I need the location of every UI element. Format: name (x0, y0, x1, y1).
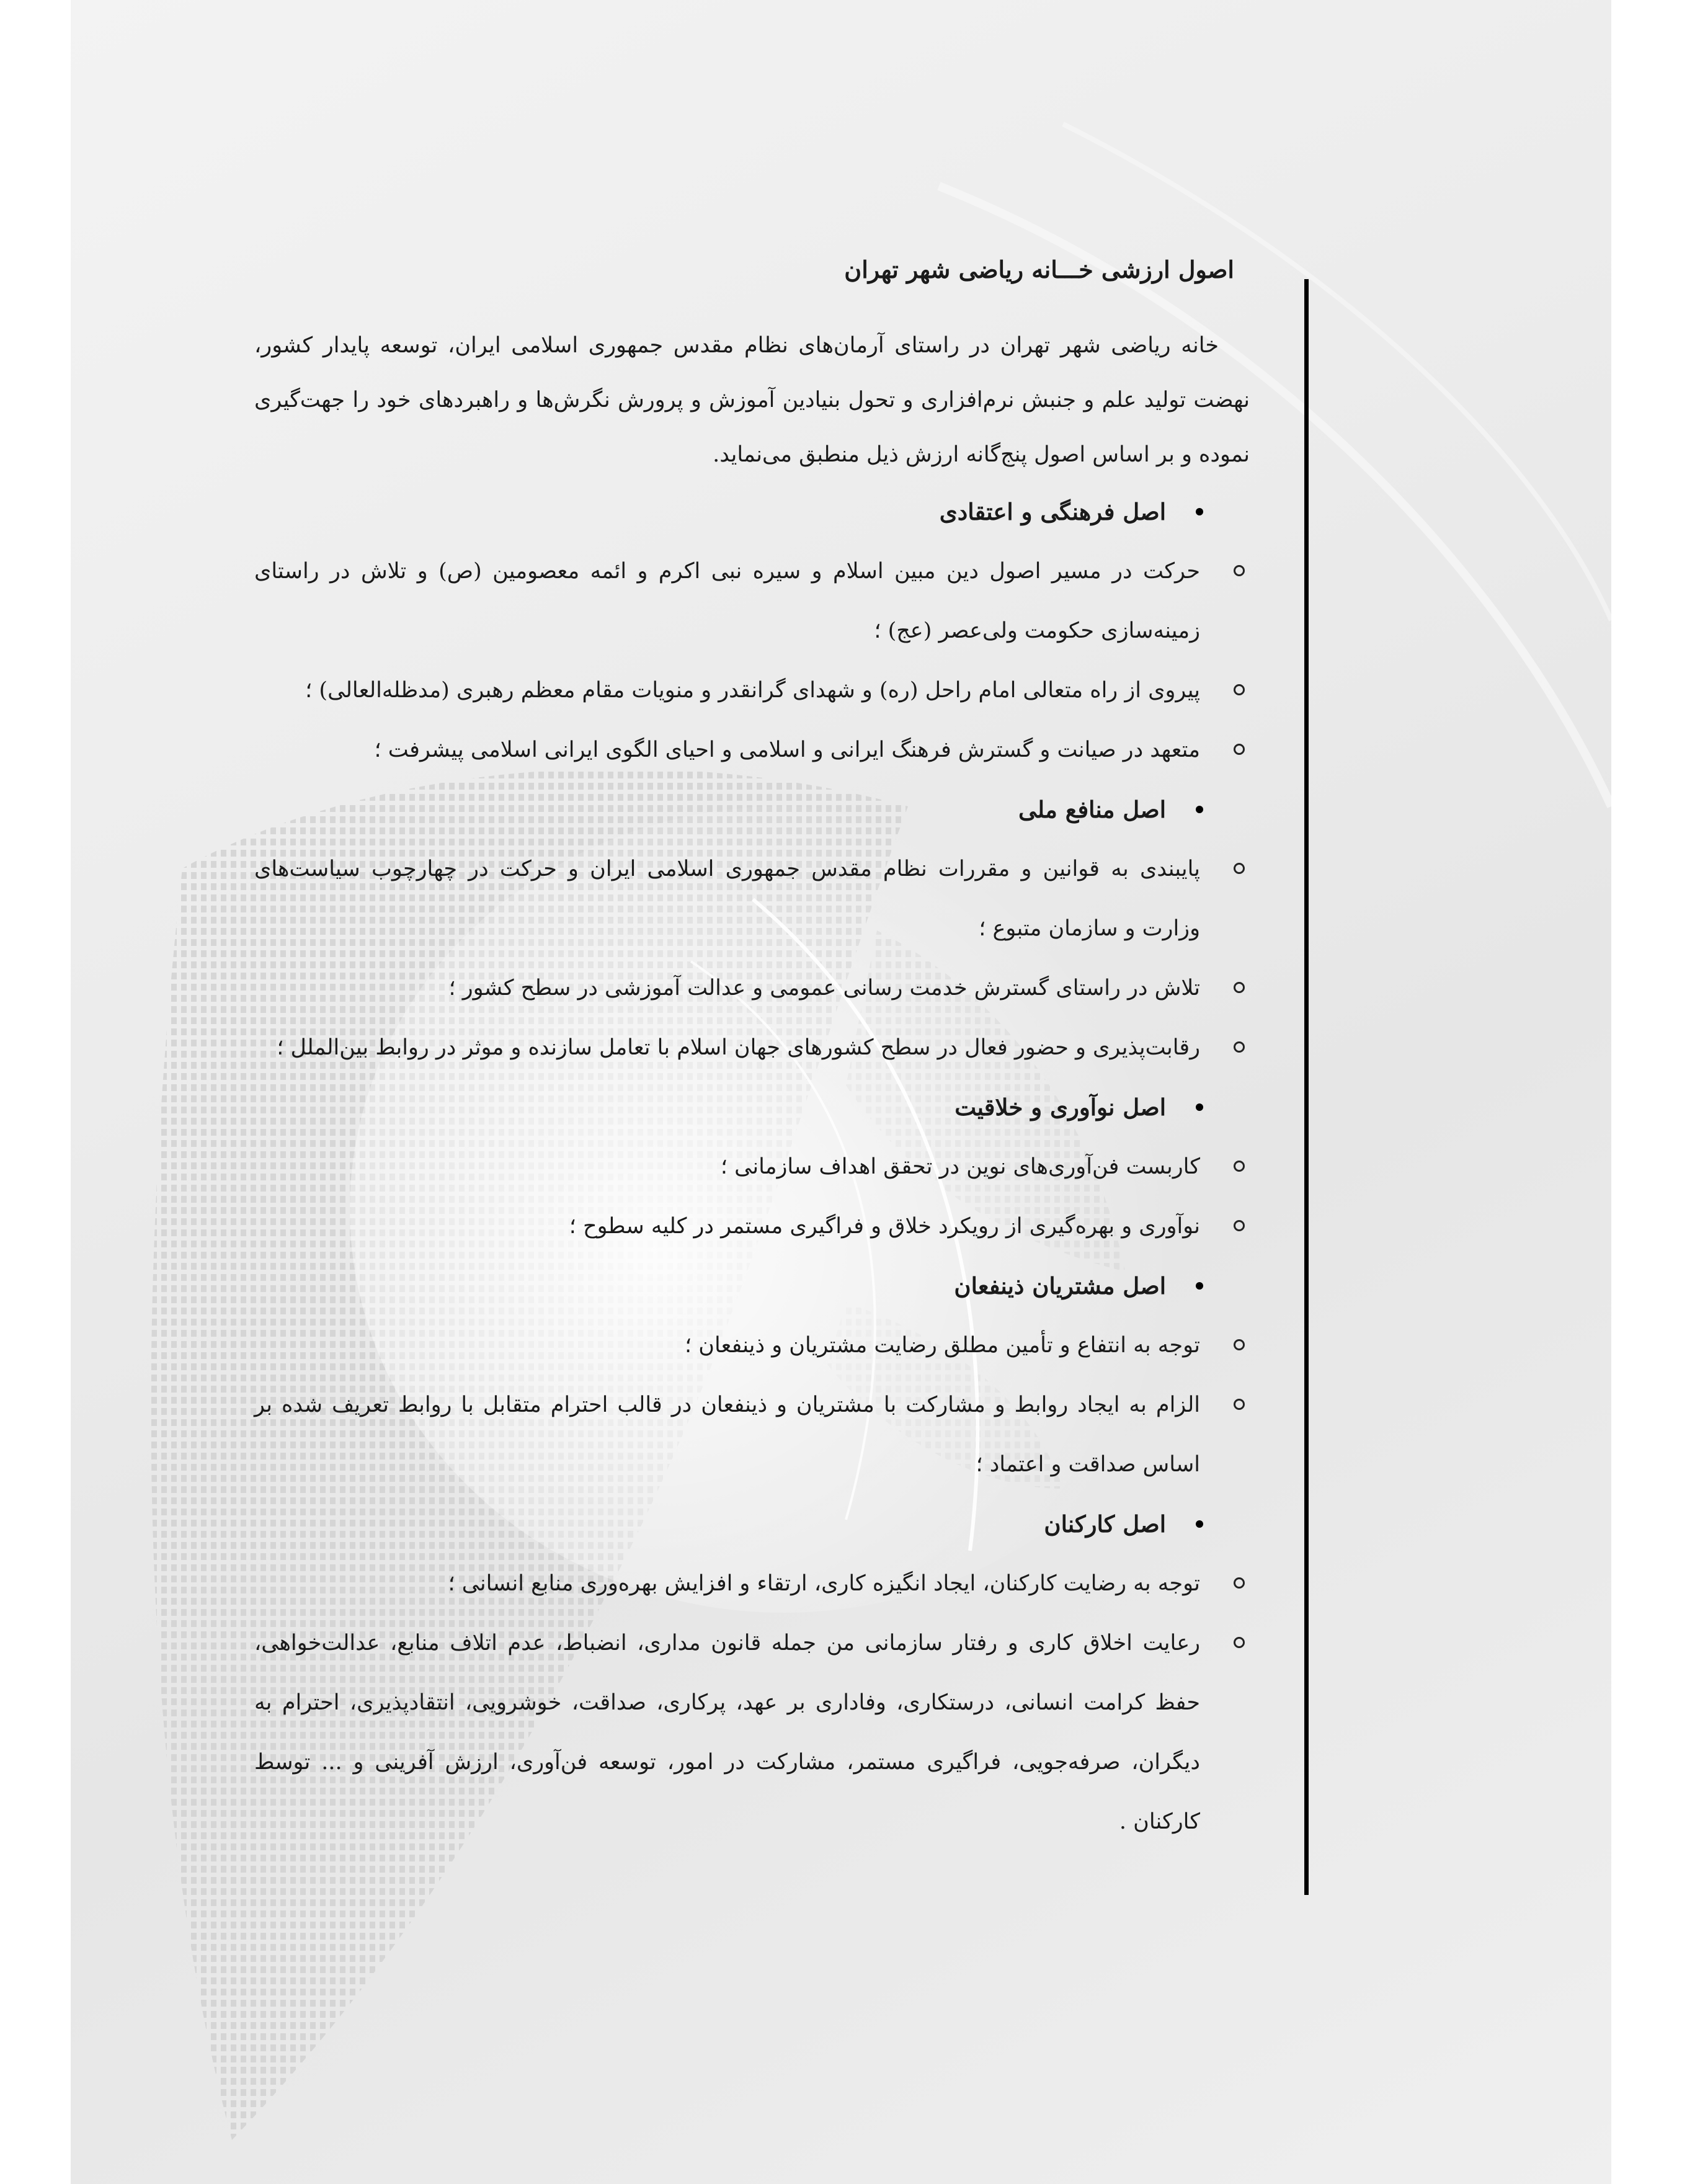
bullet-icon (1196, 806, 1203, 813)
section-heading (254, 1494, 1250, 1554)
hollow-circle-icon (1234, 684, 1245, 695)
section-items (254, 839, 1250, 1077)
hollow-circle-icon (1234, 1637, 1245, 1648)
hollow-circle-icon (1234, 982, 1245, 993)
page-title: اصول ارزشی خـــانه ریاضی شهر تهران (844, 256, 1234, 283)
list-item (254, 1613, 1250, 1852)
list-item-text: پیروی از راه متعالی امام راحل (ره) و شهدای گرانقدر و منویات مقام معظم رهبری (مدظله‌العالی) ؛ (305, 678, 1200, 703)
section-heading (254, 1077, 1250, 1137)
list-item (254, 1316, 1250, 1375)
section-heading (254, 482, 1250, 542)
list-item (254, 839, 1250, 958)
bullet-icon (1196, 1520, 1203, 1528)
section-items (254, 1137, 1250, 1256)
hollow-circle-icon (1234, 1161, 1245, 1172)
section-customers-stakeholders (254, 1256, 1250, 1494)
hollow-circle-icon (1234, 1399, 1245, 1410)
section-heading-text: اصل منافع ملی (1018, 796, 1166, 823)
list-item-text: تلاش در راستای گسترش خدمت رسانی عمومی و عدالت آموزشی در سطح کشور ؛ (448, 976, 1200, 1001)
hollow-circle-icon (1234, 1339, 1245, 1350)
hollow-circle-icon (1234, 1577, 1245, 1589)
section-national-interests (254, 780, 1250, 1077)
list-item-text: متعهد در صیانت و گسترش فرهنگ ایرانی و اسلامی و احیای الگوی ایرانی اسلامی پیشرفت ؛ (374, 738, 1200, 762)
list-item-text: حرکت در مسیر اصول دین مبین اسلام و سیره نبی اکرم و ائمه معصومین (ص) و تلاش در راستای زمینه‌سازی حکومت ولی‌عصر (عج) ؛ (254, 559, 1200, 643)
list-item-text: نوآوری و بهره‌گیری از رویکرد خلاق و فراگیری مستمر در کلیه سطوح ؛ (569, 1214, 1200, 1239)
bullet-icon (1196, 1103, 1203, 1111)
hollow-circle-icon (1234, 1220, 1245, 1231)
list-item-text: رعایت اخلاق کاری و رفتار سازمانی من جمله قانون مداری، انضباط، عدم اتلاف منابع، عدالت‌خواهی، حفظ کرامت انسانی، درستکاری، وفاداری بر عهد، پرکاری، صداقت، خوشرویی، انتقادپذیری، احترام به دیگران، صرفه‌جویی، فراگیری مستمر، مشارکت در امور، توسعه فن‌آوری، ارزش آفرینی و ... توسط کارکنان . (254, 1631, 1200, 1834)
document-body (254, 251, 1250, 1852)
list-item (254, 661, 1250, 720)
list-item-text: رقابت‌پذیری و حضور فعال در سطح کشورهای جهان اسلام با تعامل سازنده و موثر در روابط بین‌الملل ؛ (277, 1035, 1200, 1060)
list-item (254, 542, 1250, 661)
list-item-text: توجه به رضایت کارکنان، ایجاد انگیزه کاری، ارتقاء و افزایش بهره‌وری منابع انسانی ؛ (448, 1571, 1200, 1596)
list-item (254, 1137, 1250, 1197)
section-heading-text: اصل فرهنگی و اعتقادی (939, 498, 1166, 525)
section-heading-text: اصل کارکنان (1044, 1510, 1166, 1538)
list-item (254, 1554, 1250, 1613)
list-item (254, 958, 1250, 1018)
bullet-icon (1196, 508, 1203, 515)
bullet-icon (1196, 1282, 1203, 1290)
list-item-text: پایبندی به قوانین و مقررات نظام مقدس جمهوری اسلامی ایران و حرکت در چهارچوب سیاست‌های وزارت و سازمان متبوع ؛ (254, 857, 1200, 941)
list-item (254, 1018, 1250, 1077)
section-cultural-religious (254, 482, 1250, 780)
section-items (254, 542, 1250, 780)
hollow-circle-icon (1234, 744, 1245, 755)
section-innovation-creativity (254, 1077, 1250, 1256)
list-item (254, 720, 1250, 780)
list-item-text: کاربست فن‌آوری‌های نوین در تحقق اهداف سازمانی ؛ (720, 1154, 1200, 1179)
list-item-text: توجه به انتفاع و تأمین مطلق رضایت مشتریان و ذینفعان ؛ (685, 1333, 1200, 1358)
hollow-circle-icon (1234, 863, 1245, 874)
list-item (254, 1375, 1250, 1494)
section-heading (254, 1256, 1250, 1316)
hollow-circle-icon (1234, 1041, 1245, 1053)
intro-paragraph: خانه ریاضی شهر تهران در راستای آرمان‌های نظام مقدس جمهوری اسلامی ایران، توسعه پایدار کشور، نهضت تولید علم و جنبش نرم‌افزاری و تحول بنیادین آموزش و پرورش نگرش‌ها و راهبردهای خود را جهت‌گیری نموده و بر اساس اصول پنج‌گانه ارزش ذیل منطبق می‌نماید. (254, 333, 1250, 467)
vertical-divider-rule (1304, 279, 1309, 1895)
section-heading-text: اصل مشتریان ذینفعان (954, 1272, 1166, 1299)
section-heading-text: اصل نوآوری و خلاقیت (954, 1094, 1166, 1121)
list-item-text: الزام به ایجاد روابط و مشارکت با مشتریان و ذینفعان در قالب احترام متقابل با روابط تعریف شده بر اساس صداقت و اعتماد ؛ (254, 1393, 1200, 1477)
section-employees (254, 1494, 1250, 1852)
section-items (254, 1316, 1250, 1494)
hollow-circle-icon (1234, 565, 1245, 576)
section-items (254, 1554, 1250, 1852)
list-item (254, 1197, 1250, 1256)
section-heading (254, 780, 1250, 839)
